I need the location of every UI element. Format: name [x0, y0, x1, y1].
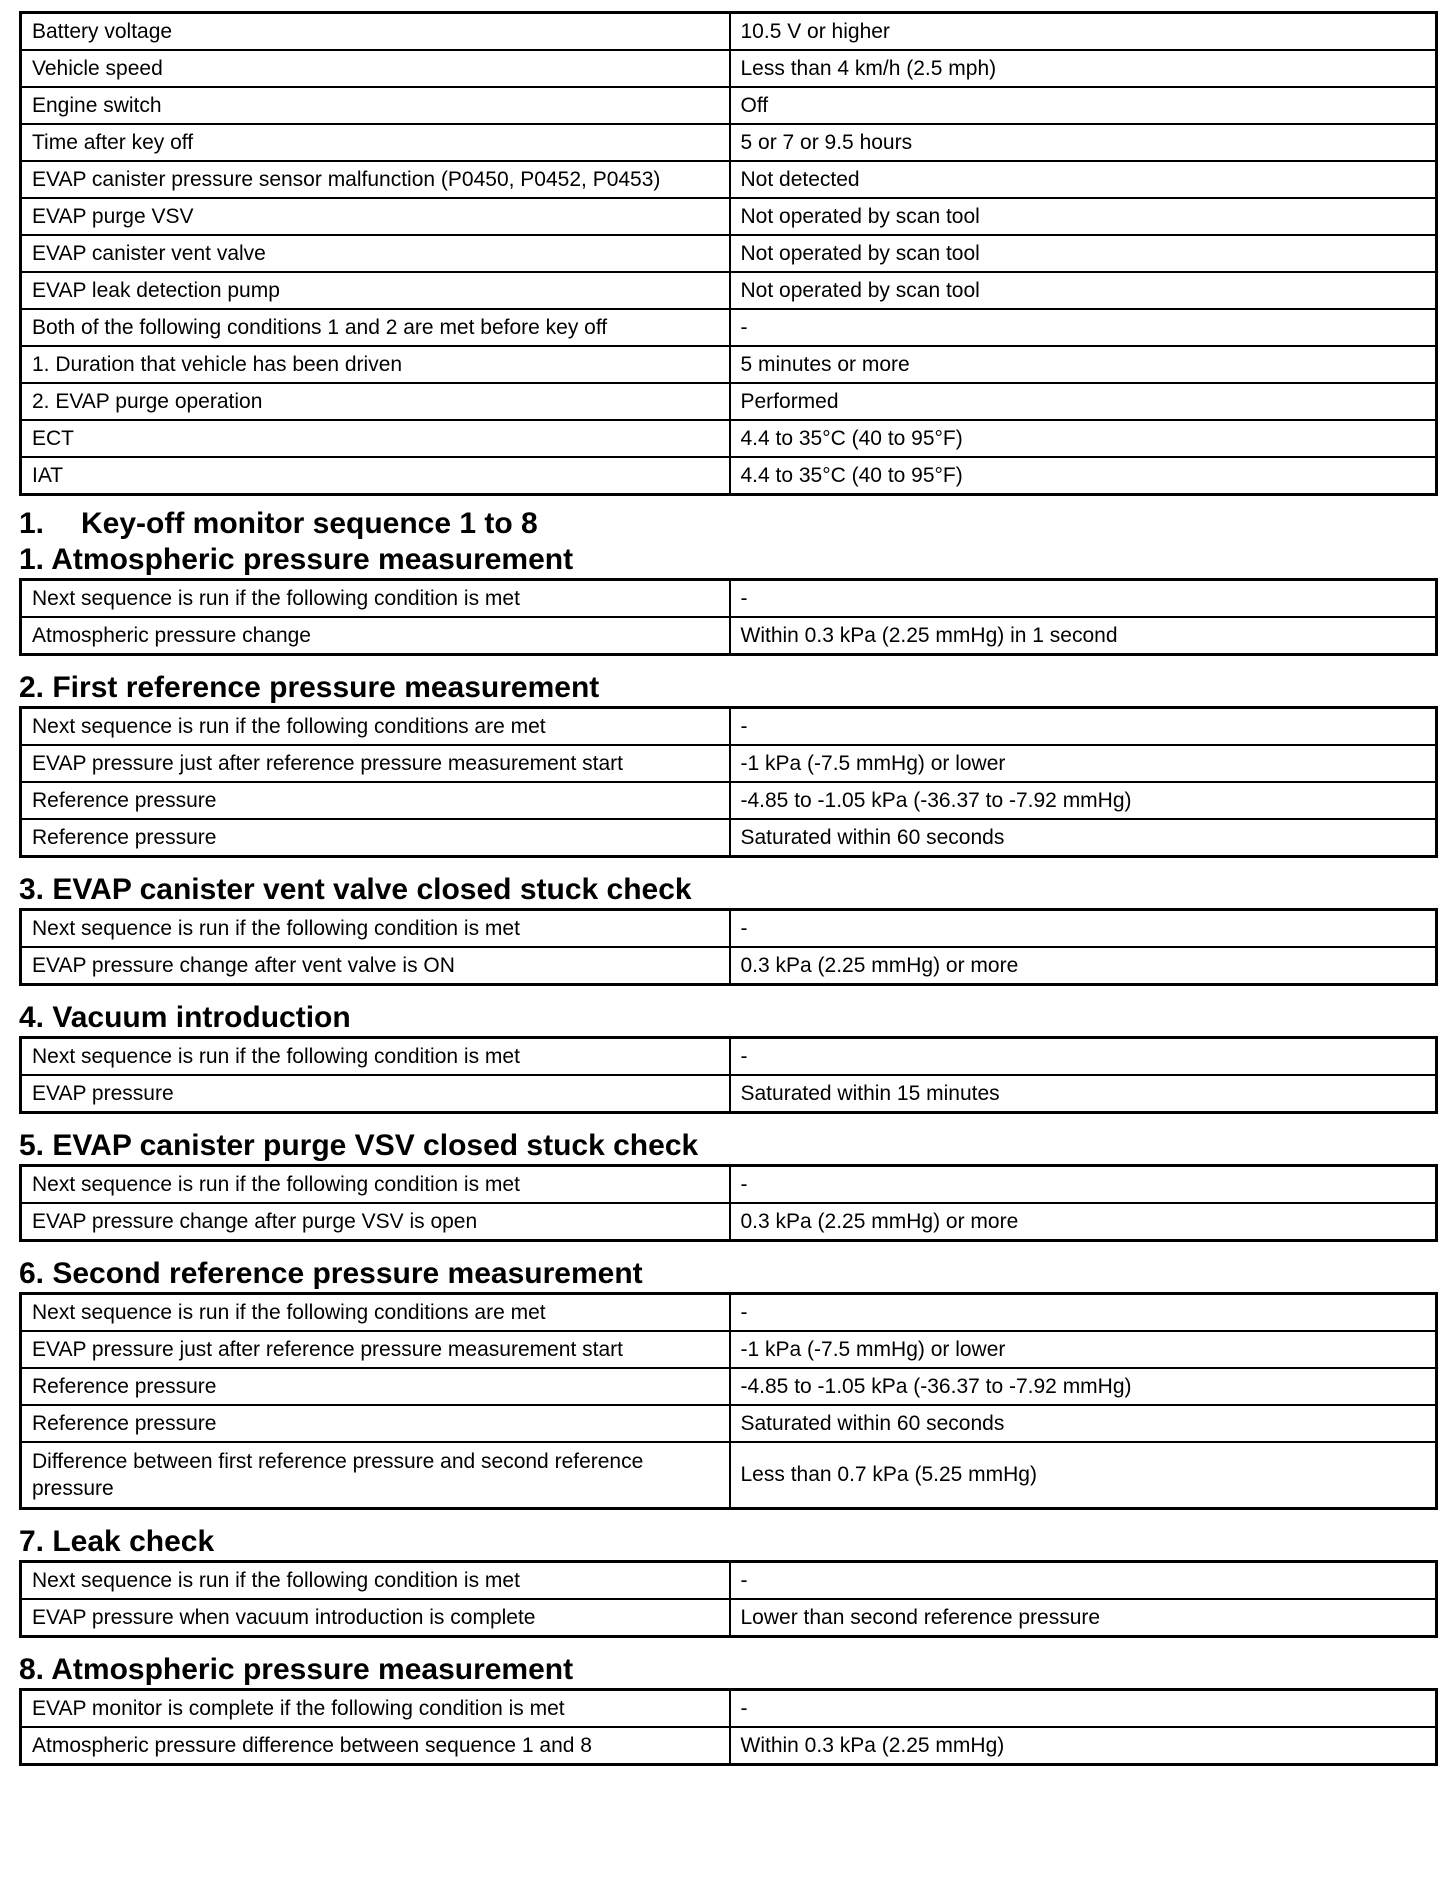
table-row — [21, 947, 1437, 985]
condition-value: 10.5 V or higher — [730, 13, 1437, 51]
table-row — [21, 309, 1437, 346]
table-row — [21, 782, 1437, 819]
table-row — [21, 272, 1437, 309]
table-row — [21, 1689, 1437, 1727]
condition-value: 0.3 kPa (2.25 mmHg) or more — [730, 947, 1437, 985]
table-row — [21, 13, 1437, 51]
section-table — [19, 1292, 1438, 1510]
condition-value: Not operated by scan tool — [730, 272, 1437, 309]
condition-value: Saturated within 60 seconds — [730, 1405, 1437, 1442]
condition-value: Off — [730, 87, 1437, 124]
table-row — [21, 1075, 1437, 1113]
condition-label: Vehicle speed — [21, 50, 730, 87]
condition-label: Both of the following conditions 1 and 2 are met before key off — [21, 309, 730, 346]
table-row — [21, 1203, 1437, 1241]
section-title: 7. Leak check — [19, 1524, 215, 1558]
table-row — [21, 383, 1437, 420]
section-table — [19, 578, 1438, 656]
condition-value: Saturated within 60 seconds — [730, 819, 1437, 857]
condition-label: EVAP pressure when vacuum introduction is complete — [21, 1599, 730, 1637]
table-row — [21, 50, 1437, 87]
conditions-table — [19, 11, 1438, 496]
condition-value: 4.4 to 35°C (40 to 95°F) — [730, 457, 1437, 495]
condition-label: Next sequence is run if the following condition is met — [21, 910, 730, 948]
main-heading — [19, 506, 1438, 542]
condition-label: Time after key off — [21, 124, 730, 161]
condition-value: - — [730, 1166, 1437, 1204]
table-row — [21, 1599, 1437, 1637]
condition-label: EVAP pressure — [21, 1075, 730, 1113]
table-row — [21, 1727, 1437, 1765]
condition-label: Reference pressure — [21, 1368, 730, 1405]
section-table — [19, 908, 1438, 986]
table-row — [21, 708, 1437, 746]
condition-label: Reference pressure — [21, 782, 730, 819]
condition-value: Lower than second reference pressure — [730, 1599, 1437, 1637]
condition-label: Reference pressure — [21, 1405, 730, 1442]
table-row — [21, 235, 1437, 272]
condition-label: Next sequence is run if the following condition is met — [21, 1561, 730, 1599]
condition-label: EVAP canister vent valve — [21, 235, 730, 272]
section-table — [19, 706, 1438, 858]
condition-value: Not operated by scan tool — [730, 235, 1437, 272]
condition-label: EVAP canister pressure sensor malfunction (P0450, P0452, P0453) — [21, 161, 730, 198]
condition-label: EVAP pressure change after purge VSV is open — [21, 1203, 730, 1241]
condition-value: - — [730, 1689, 1437, 1727]
section-title: 5. EVAP canister purge VSV closed stuck check — [19, 1129, 699, 1162]
table-row — [21, 580, 1437, 618]
condition-label: 1. Duration that vehicle has been driven — [21, 346, 730, 383]
table-row — [21, 910, 1437, 948]
section-table — [19, 1036, 1438, 1114]
condition-label: EVAP pressure change after vent valve is ON — [21, 947, 730, 985]
condition-label: 2. EVAP purge operation — [21, 383, 730, 420]
section-title: 3. EVAP canister vent valve closed stuck check — [19, 873, 692, 906]
table-row — [21, 819, 1437, 857]
section-title: 2. First reference pressure measurement — [19, 671, 600, 704]
section-title: 1. Atmospheric pressure measurement — [19, 543, 574, 576]
table-row — [21, 420, 1437, 457]
table-row — [21, 1331, 1437, 1368]
condition-value: Within 0.3 kPa (2.25 mmHg) — [730, 1727, 1437, 1765]
condition-value: - — [730, 708, 1437, 746]
table-row — [21, 1166, 1437, 1204]
condition-label: Next sequence is run if the following conditions are met — [21, 708, 730, 746]
table-row — [21, 1038, 1437, 1076]
condition-value: Less than 0.7 kPa (5.25 mmHg) — [730, 1442, 1437, 1508]
condition-value: -4.85 to -1.05 kPa (-36.37 to -7.92 mmHg) — [730, 1368, 1437, 1405]
table-row — [21, 198, 1437, 235]
table-row — [21, 124, 1437, 161]
condition-value: Saturated within 15 minutes — [730, 1075, 1437, 1113]
table-row — [21, 617, 1437, 655]
table-row — [21, 1368, 1437, 1405]
condition-value: -4.85 to -1.05 kPa (-36.37 to -7.92 mmHg) — [730, 782, 1437, 819]
condition-value: Less than 4 km/h (2.5 mph) — [730, 50, 1437, 87]
condition-label: Battery voltage — [21, 13, 730, 51]
condition-label: Next sequence is run if the following condition is met — [21, 1166, 730, 1204]
condition-label: EVAP purge VSV — [21, 198, 730, 235]
condition-value: - — [730, 1294, 1437, 1332]
section-table — [19, 1560, 1438, 1638]
condition-label: Atmospheric pressure change — [21, 617, 730, 655]
condition-value: - — [730, 309, 1437, 346]
section-title: 4. Vacuum introduction — [19, 1001, 351, 1034]
main-heading-number: 1. — [19, 507, 45, 540]
condition-label: Reference pressure — [21, 819, 730, 857]
table-row — [21, 87, 1437, 124]
condition-label: Engine switch — [21, 87, 730, 124]
table-row — [21, 745, 1437, 782]
condition-value: Within 0.3 kPa (2.25 mmHg) in 1 second — [730, 617, 1437, 655]
condition-label: EVAP pressure just after reference pressure measurement start — [21, 1331, 730, 1368]
condition-value: - — [730, 1038, 1437, 1076]
condition-label: Next sequence is run if the following condition is met — [21, 580, 730, 618]
table-row — [21, 161, 1437, 198]
condition-label: ECT — [21, 420, 730, 457]
condition-value: - — [730, 910, 1437, 948]
table-row — [21, 1294, 1437, 1332]
condition-value: Not operated by scan tool — [730, 198, 1437, 235]
table-row — [21, 1405, 1437, 1442]
condition-value: -1 kPa (-7.5 mmHg) or lower — [730, 745, 1437, 782]
condition-label: EVAP monitor is complete if the following condition is met — [21, 1689, 730, 1727]
table-row — [21, 1442, 1437, 1508]
table-row — [21, 1561, 1437, 1599]
condition-value: Not detected — [730, 161, 1437, 198]
main-heading-text: Key-off monitor sequence 1 to 8 — [81, 507, 538, 540]
document — [19, 11, 1438, 1766]
condition-value: 0.3 kPa (2.25 mmHg) or more — [730, 1203, 1437, 1241]
section-table — [19, 1688, 1438, 1766]
condition-value: - — [730, 580, 1437, 618]
condition-value: 5 minutes or more — [730, 346, 1437, 383]
condition-value: 4.4 to 35°C (40 to 95°F) — [730, 420, 1437, 457]
condition-value: - — [730, 1561, 1437, 1599]
section-title: 8. Atmospheric pressure measurement — [19, 1652, 574, 1686]
condition-label: Difference between first reference pressure and second reference pressure — [21, 1442, 730, 1508]
condition-label: IAT — [21, 457, 730, 495]
condition-value: Performed — [730, 383, 1437, 420]
condition-value: 5 or 7 or 9.5 hours — [730, 124, 1437, 161]
condition-value: -1 kPa (-7.5 mmHg) or lower — [730, 1331, 1437, 1368]
table-row — [21, 346, 1437, 383]
condition-label: EVAP pressure just after reference pressure measurement start — [21, 745, 730, 782]
condition-label: Next sequence is run if the following conditions are met — [21, 1294, 730, 1332]
condition-label: EVAP leak detection pump — [21, 272, 730, 309]
table-row — [21, 457, 1437, 495]
section-title: 6. Second reference pressure measurement — [19, 1257, 643, 1290]
condition-label: Atmospheric pressure difference between sequence 1 and 8 — [21, 1727, 730, 1765]
section-table — [19, 1164, 1438, 1242]
condition-label: Next sequence is run if the following condition is met — [21, 1038, 730, 1076]
